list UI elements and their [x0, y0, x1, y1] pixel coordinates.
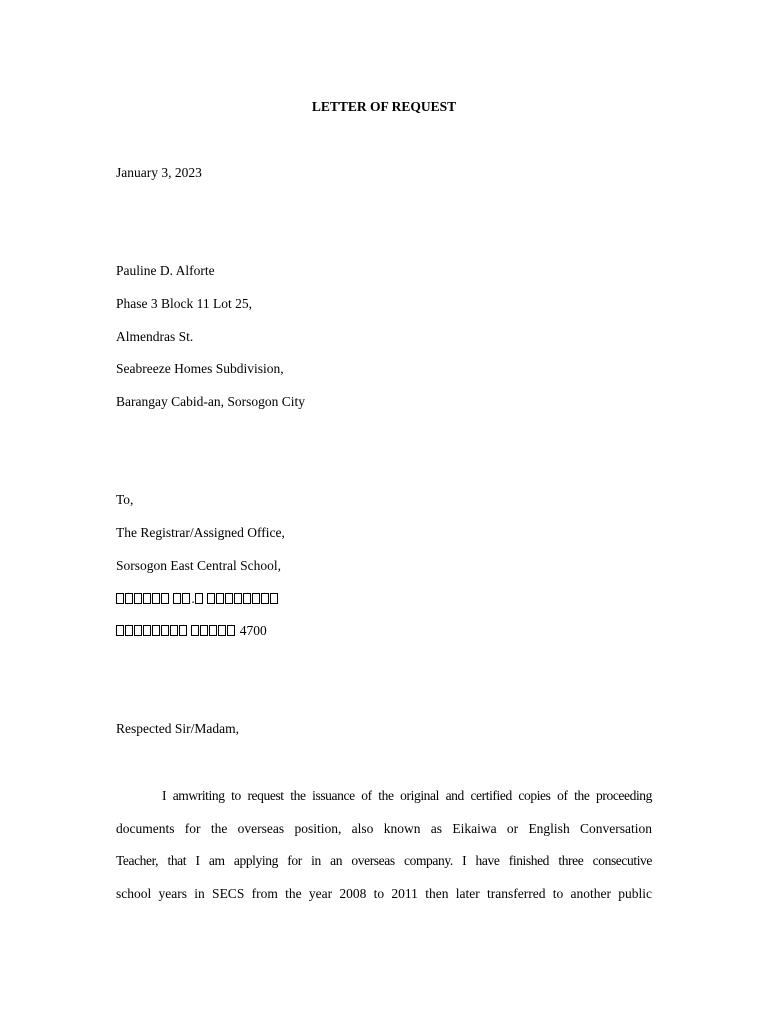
sender-address-line-3: Seabreeze Homes Subdivision, — [116, 361, 284, 376]
sender-address-line-4: Barangay Cabid-an, Sorsogon City — [116, 394, 305, 409]
recipient-postal-code: 4700 — [239, 623, 267, 638]
missing-glyph-icon — [191, 623, 236, 638]
missing-glyph-icon — [207, 591, 279, 606]
letter-date: January 3, 2023 — [116, 165, 202, 180]
letter-title: LETTER OF REQUEST — [311, 99, 457, 114]
recipient-to-label: To, — [116, 492, 134, 507]
sender-address-line-2: Almendras St. — [116, 329, 194, 344]
recipient-school: Sorsogon East Central School, — [116, 558, 281, 573]
body-line-4: school years in SECS from the year 2008 to 2011 then later transferred to another public — [116, 886, 652, 901]
missing-glyph-icon — [195, 591, 204, 606]
sender-name: Pauline D. Alforte — [116, 263, 215, 278]
missing-glyph-icon — [173, 591, 191, 606]
missing-glyph-icon — [116, 623, 188, 638]
body-line-1: I amwriting to request the issuance of the original and certified copies of the proceeding — [162, 788, 652, 803]
recipient-office: The Registrar/Assigned Office, — [116, 525, 285, 540]
recipient-address-line-2-garbled — [116, 622, 267, 640]
body-line-2: documents for the overseas position, also known as Eikaiwa or English Conversation — [116, 821, 652, 836]
body-line-3: Teacher, that I am applying for in an overseas company. I have finished three consecutive — [116, 853, 652, 868]
sender-address-line-1: Phase 3 Block 11 Lot 25, — [116, 296, 252, 311]
salutation: Respected Sir/Madam, — [116, 721, 239, 736]
recipient-address-line-1-dot: . — [191, 591, 195, 606]
recipient-address-line-1-garbled — [116, 590, 279, 608]
missing-glyph-icon — [116, 591, 170, 606]
